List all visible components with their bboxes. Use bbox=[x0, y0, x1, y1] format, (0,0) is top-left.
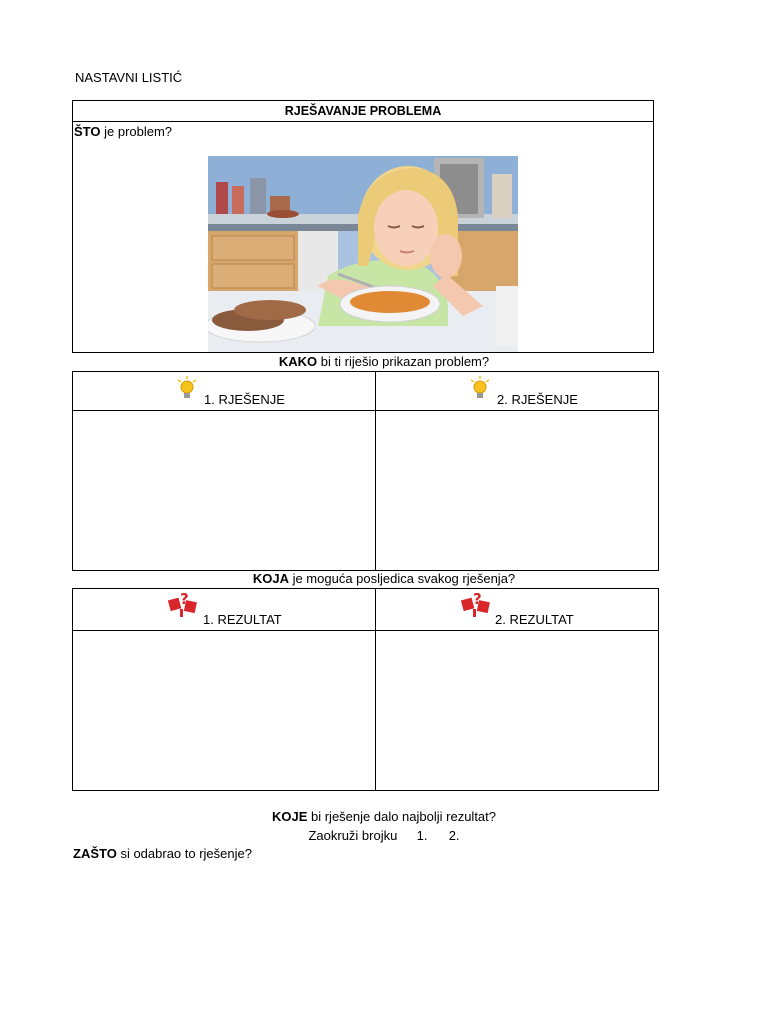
choice-2[interactable]: 2. bbox=[448, 828, 460, 843]
question-which-consequence bbox=[0, 571, 768, 586]
question-what bbox=[73, 122, 653, 139]
svg-text:?: ? bbox=[473, 591, 482, 608]
result-2-label: 2. REZULTAT bbox=[495, 612, 574, 627]
question-best-result bbox=[0, 809, 768, 824]
solution-2-label: 2. RJEŠENJE bbox=[497, 392, 578, 407]
solutions-header bbox=[73, 372, 658, 411]
question-best-text: bi rješenje dalo najbolji rezultat? bbox=[307, 809, 497, 824]
question-dice-icon bbox=[167, 591, 199, 621]
question-why-text: si odabrao to rješenje? bbox=[116, 846, 252, 861]
circle-number-line bbox=[0, 828, 768, 843]
choice-1[interactable]: 1. bbox=[416, 828, 428, 843]
question-what-text: je problem? bbox=[100, 124, 173, 139]
question-how-text: bi ti riješio prikazan problem? bbox=[317, 354, 490, 369]
results-table bbox=[72, 588, 659, 791]
solutions-table bbox=[72, 371, 659, 571]
result-1-label: 1. REZULTAT bbox=[203, 612, 282, 627]
problem-photo bbox=[208, 156, 518, 352]
solution-1-label: 1. RJEŠENJE bbox=[204, 392, 285, 407]
svg-text:?: ? bbox=[180, 591, 189, 608]
question-best-bold: KOJE bbox=[271, 809, 308, 824]
circle-prompt: Zaokruži brojku bbox=[308, 828, 398, 843]
question-what-bold: ŠTO bbox=[74, 124, 101, 139]
question-how-bold: KAKO bbox=[278, 354, 318, 369]
question-how bbox=[0, 354, 768, 369]
results-header bbox=[73, 589, 658, 631]
table-title: RJEŠAVANJE PROBLEMA bbox=[73, 101, 653, 122]
question-which-text: je moguća posljedica svakog rješenja? bbox=[288, 571, 516, 586]
question-why bbox=[73, 846, 252, 861]
question-why-bold: ZAŠTO bbox=[73, 846, 117, 861]
question-dice-icon bbox=[460, 591, 492, 621]
lightbulb-icon bbox=[469, 375, 491, 401]
question-which-bold: KOJA bbox=[252, 571, 289, 586]
page-heading: NASTAVNI LISTIĆ bbox=[75, 70, 183, 85]
lightbulb-icon bbox=[176, 375, 198, 401]
